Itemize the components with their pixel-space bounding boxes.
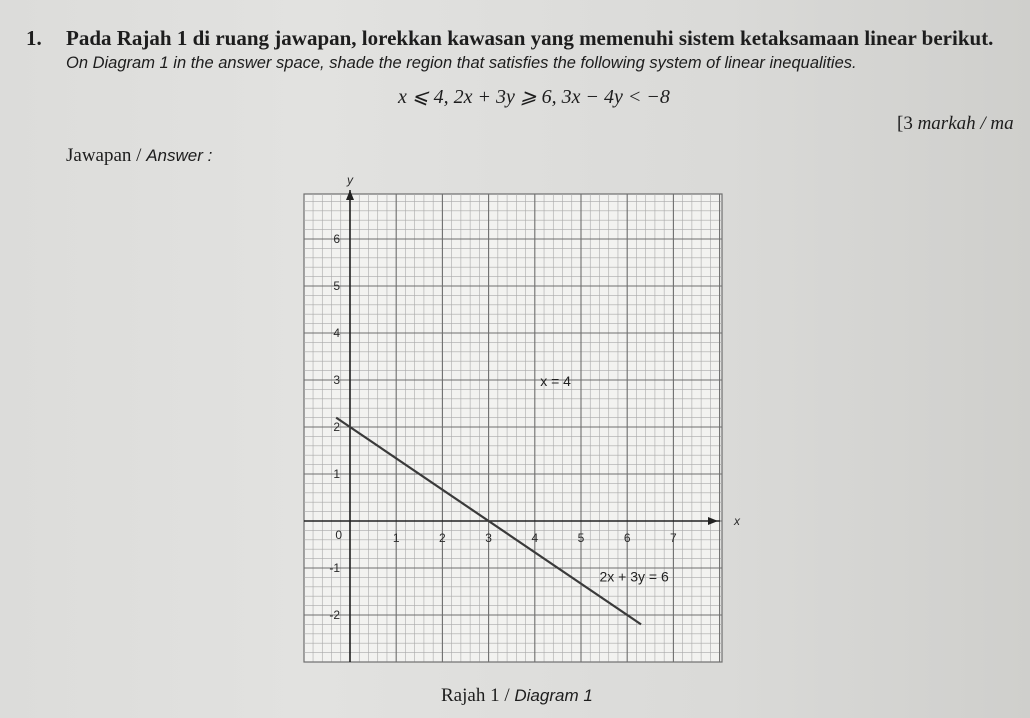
grid: [304, 194, 722, 662]
caption-english: Diagram 1: [514, 686, 593, 705]
x-tick-label: 4: [531, 531, 539, 545]
diagram-caption: [441, 685, 593, 707]
inequality-system: x ⩽ 4, 2x + 3y ⩾ 6, 3x − 4y < −8: [398, 86, 670, 108]
y-axis-label: y: [347, 173, 353, 187]
x-tick-label: 3: [485, 531, 492, 545]
y-tick-label: 0: [335, 528, 342, 542]
y-tick-label: -1: [329, 561, 340, 575]
answer-label-malay: Jawapan /: [66, 145, 147, 166]
y-tick-label: 3: [333, 373, 340, 387]
y-tick-label: 4: [333, 326, 340, 340]
x-tick-label: 6: [623, 531, 631, 545]
x-tick-label: 7: [670, 531, 677, 545]
question-text-english: On Diagram 1 in the answer space, shade the region that satisfies the following system of linear inequalities.: [66, 54, 857, 72]
question-number: 1.: [26, 26, 42, 50]
y-tick-label: -2: [329, 608, 340, 622]
label-x-equals-4: x = 4: [540, 373, 571, 389]
y-tick-label: 5: [333, 279, 340, 293]
grid-background: [304, 194, 722, 662]
x-tick-label: 1: [392, 531, 400, 545]
x-axis-label: x: [734, 514, 740, 528]
label-2x-plus-3y-equals-6: 2x + 3y = 6: [599, 568, 669, 585]
y-tick-label: 2: [333, 420, 340, 434]
y-tick-label: 6: [333, 232, 340, 246]
y-tick-label: 1: [333, 467, 340, 481]
marks-label: markah / ma: [917, 113, 1014, 134]
x-tick-label: 5: [577, 531, 585, 545]
x-tick-label: 2: [439, 531, 446, 545]
answer-label-english: Answer :: [146, 146, 213, 165]
caption-malay: Rajah 1 /: [441, 685, 515, 706]
question-text-malay: Pada Rajah 1 di ruang jawapan, lorekkan kawasan yang memenuhi sistem ketaksamaan linear berikut.: [66, 26, 994, 50]
marks-prefix: [3: [897, 113, 918, 134]
